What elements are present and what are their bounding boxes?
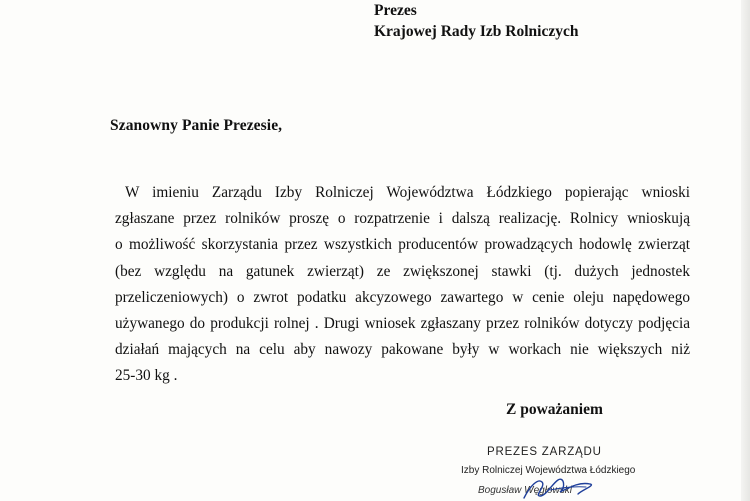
recipient-organization: Krajowej Rady Izb Rolniczych — [374, 23, 579, 40]
recipient-title: Prezes — [374, 2, 417, 19]
body-line: 25-30 kg . — [115, 367, 178, 385]
greeting: Szanowny Panie Prezesie, — [110, 117, 283, 134]
handwritten-signature — [520, 472, 610, 501]
body-line: o możliwość skorzystania przez wszystkich producentów prowadzących hodowlę zwierząt — [115, 236, 690, 254]
stamp-organization: Izby Rolniczej Województwa Łódzkiego — [461, 465, 636, 476]
closing: Z poważaniem — [506, 401, 603, 418]
letter-body — [115, 180, 690, 390]
body-line: używanego do produkcji rolnej . Drugi wniosek zgłaszany przez rolników dotyczy podjęcia — [115, 315, 690, 333]
page-edge-shadow — [741, 0, 750, 501]
body-line: zgłaszane przez rolników proszę o rozpatrzenie i dalszą realizację. Rolnicy wnioskują — [115, 210, 690, 228]
body-line: działań mających na celu aby nawozy pakowane były w workach nie większych niż — [115, 341, 690, 359]
stamp-name: Bogusław Węgłowski — [478, 485, 572, 496]
body-line: (bez względu na gatunek zwierząt) ze zwiększonej stawki (tj. dużych jednostek — [115, 262, 690, 280]
body-line: przeliczeniowych) o zwrot podatku akcyzowego zawartego w cenie oleju napędowego — [115, 288, 690, 306]
recipient-block — [374, 0, 579, 42]
body-line: W imieniu Zarządu Izby Rolniczej Województwa Łódzkiego popierając wnioski — [125, 184, 690, 201]
stamp-title: PREZES ZARZĄDU — [487, 446, 602, 458]
